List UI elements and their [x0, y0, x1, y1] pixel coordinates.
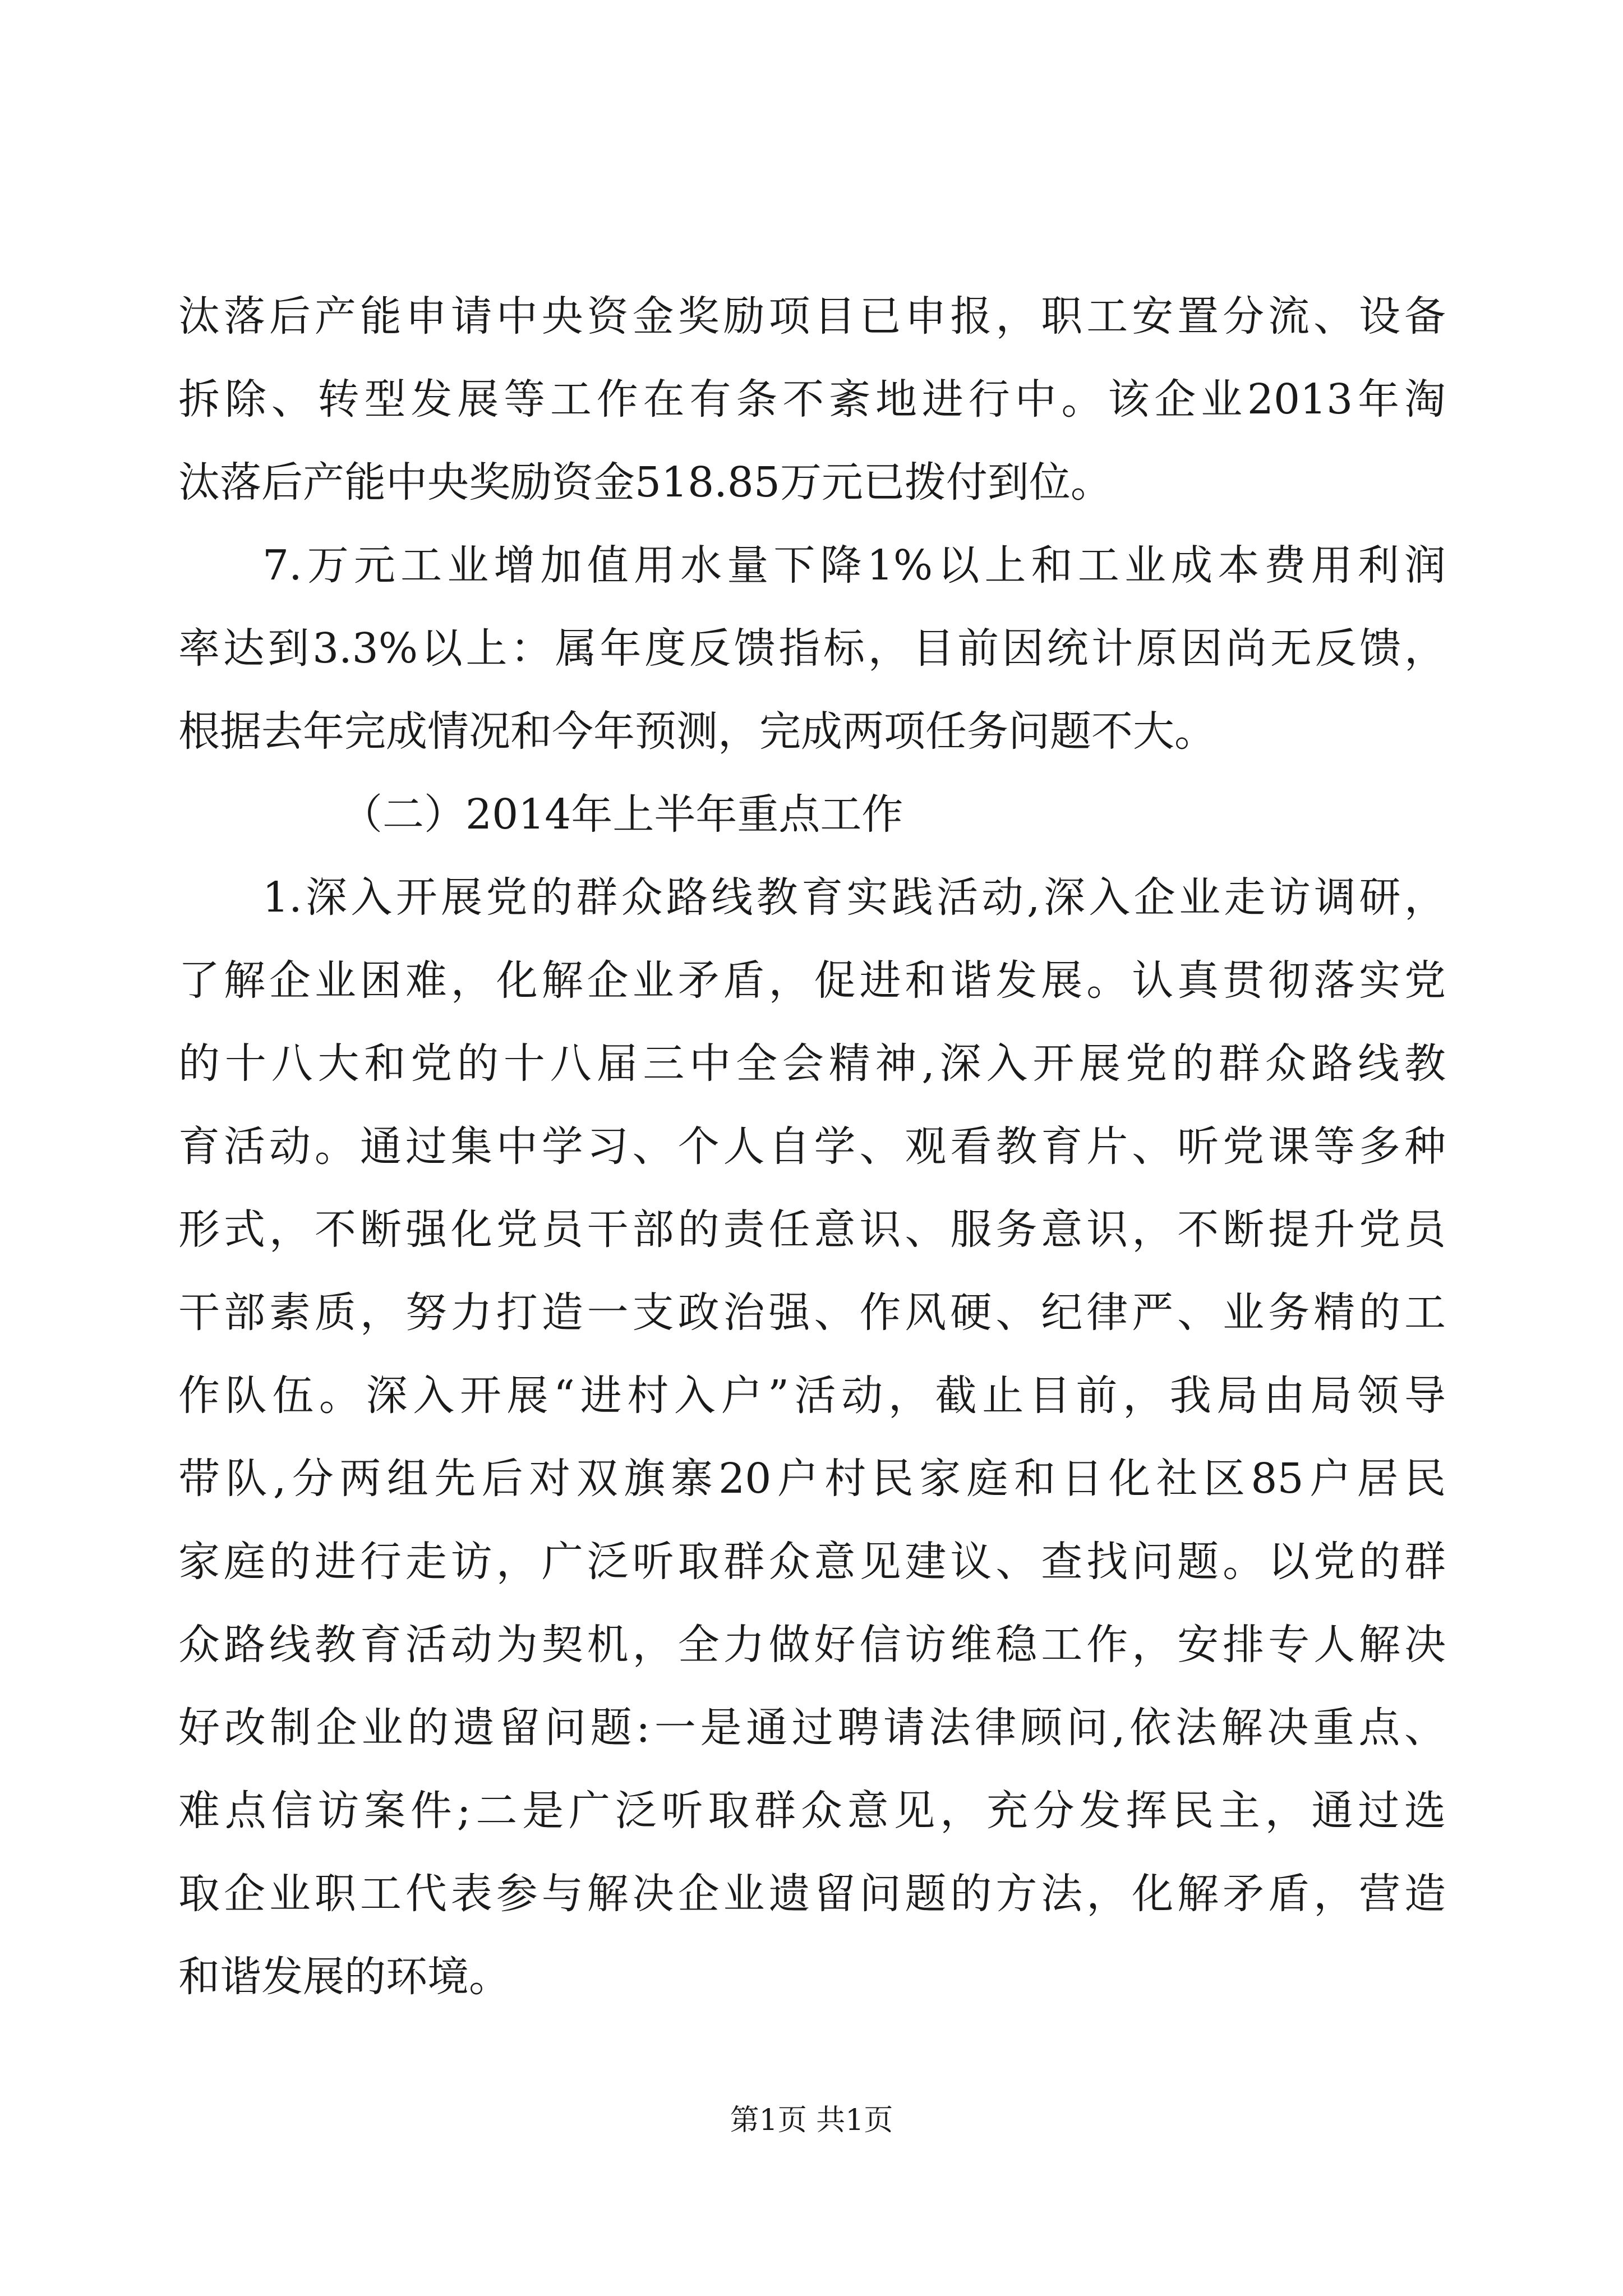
paragraph-line: 了解企业困难，化解企业矛盾，促进和谐发展。认真贯彻落实党 — [178, 956, 1446, 1005]
paragraph-line: 7.万元工业增加值用水量下降1%以上和工业成本费用利润 — [262, 541, 1446, 590]
paragraph-line: 难点信访案件;二是广泛听取群众意见，充分发挥民主，通过选 — [178, 1787, 1446, 1835]
paragraph-line: 率达到3.3%以上：属年度反馈指标，目前因统计原因尚无反馈， — [178, 624, 1446, 673]
paragraph-line: 众路线教育活动为契机，全力做好信访维稳工作，安排专人解决 — [178, 1621, 1446, 1669]
document-body — [178, 275, 1446, 2018]
paragraph-line: 汰落后产能中央奖励资金518.85万元已拨付到位。 — [178, 458, 1112, 507]
paragraph-line: 形式，不断强化党员干部的责任意识、服务意识，不断提升党员 — [178, 1205, 1446, 1254]
paragraph-line: 根据去年完成情况和今年预测，完成两项任务问题不大。 — [178, 707, 1216, 756]
paragraph-line: 育活动。通过集中学习、个人自学、观看教育片、听党课等多种 — [178, 1122, 1446, 1171]
paragraph-line: 的十八大和党的十八届三中全会精神,深入开展党的群众路线教 — [178, 1039, 1446, 1088]
paragraph-line: 干部素质，努力打造一支政治强、作风硬、纪律严、业务精的工 — [178, 1289, 1446, 1337]
paragraph-line: 和谐发展的环境。 — [178, 1953, 510, 2001]
paragraph-line: 取企业职工代表参与解决企业遗留问题的方法，化解矛盾，营造 — [178, 1870, 1446, 1918]
paragraph-line: 汰落后产能申请中央资金奖励项目已申报，职工安置分流、设备 — [178, 292, 1446, 341]
paragraph-line: 作队伍。深入开展“进村入户”活动，截止目前，我局由局领导 — [178, 1372, 1446, 1420]
paragraph-line: 带队,分两组先后对双旗寨20户村民家庭和日化社区85户居民 — [178, 1455, 1446, 1503]
paragraph-line: 家庭的进行走访，广泛听取群众意见建议、查找问题。以党的群 — [178, 1538, 1446, 1586]
section-heading: （二）2014年上半年重点工作 — [341, 790, 903, 839]
paragraph-line: 1.深入开展党的群众路线教育实践活动,深入企业走访调研， — [262, 873, 1446, 922]
page-number-footer: 第1页 共1页 — [730, 2104, 893, 2137]
paragraph-line: 拆除、转型发展等工作在有条不紊地进行中。该企业2013年淘 — [178, 375, 1446, 424]
paragraph-line: 好改制企业的遗留问题:一是通过聘请法律顾问,依法解决重点、 — [178, 1704, 1446, 1752]
